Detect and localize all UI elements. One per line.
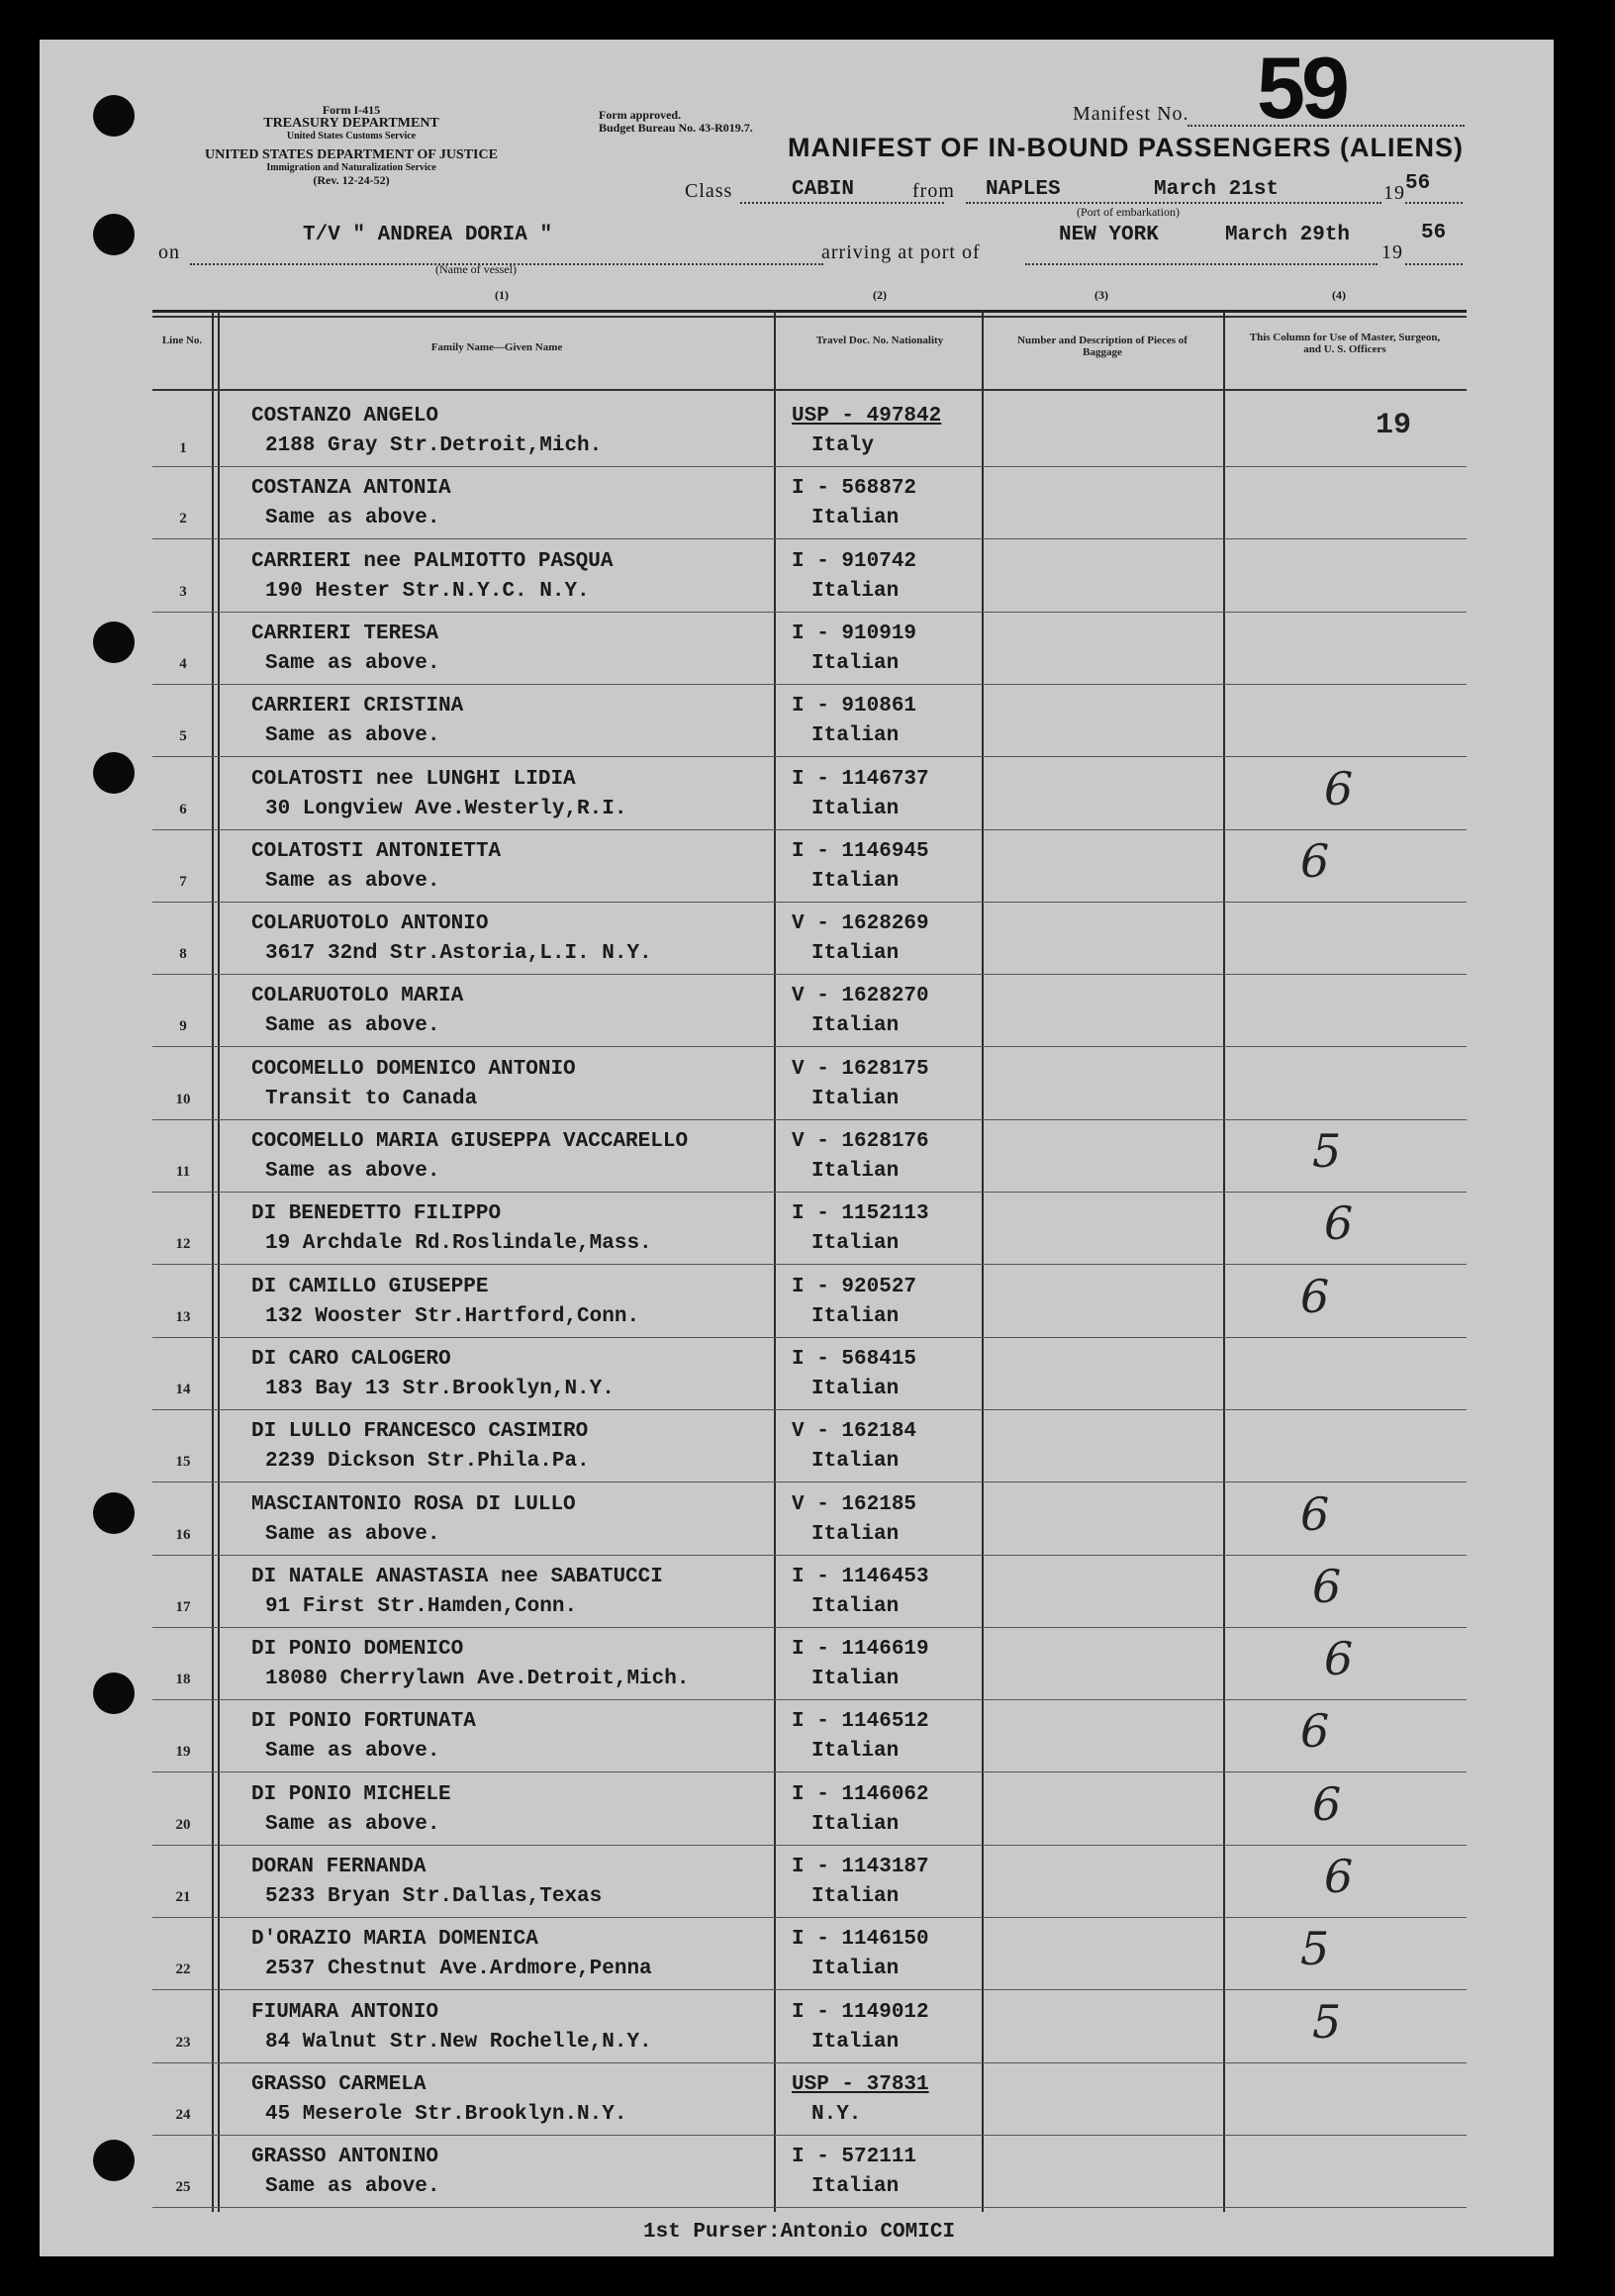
passenger-address: 19 Archdale Rd.Roslindale,Mass. [265, 1232, 652, 1256]
travel-doc-number: V - 162185 [792, 1492, 917, 1516]
passenger-name: COLATOSTI ANTONIETTA [251, 839, 502, 863]
table-top-rule-2 [152, 316, 1467, 318]
officer-mark: 6 [1312, 1776, 1342, 1831]
passenger-address: Same as above. [265, 869, 440, 893]
officer-mark: 6 [1324, 1850, 1354, 1903]
officer-mark: 6 [1300, 833, 1330, 888]
nationality: Italian [811, 1740, 900, 1764]
passenger-name: DI BENEDETTO FILIPPO [251, 1202, 502, 1226]
nationality: Italian [811, 1522, 900, 1546]
travel-doc-number: V - 162184 [792, 1420, 917, 1444]
table-row [152, 1193, 1467, 1265]
punch-hole-2 [93, 214, 135, 255]
line-number: 17 [175, 1598, 191, 1615]
officer-mark: 19 [1376, 409, 1412, 442]
passenger-name: COLARUOTOLO ANTONIO [251, 912, 489, 936]
approval-block [599, 109, 753, 135]
table-row [152, 2136, 1467, 2208]
officer-mark: 6 [1324, 1632, 1354, 1686]
passenger-address: 91 First Str.Hamden,Conn. [265, 1594, 578, 1618]
passenger-name: MASCIANTONIO ROSA DI LULLO [251, 1492, 576, 1516]
vessel-name: T/V " ANDREA DORIA " [303, 224, 553, 246]
travel-doc-number: I - 1146737 [792, 767, 929, 791]
from-date: March 21st [1154, 178, 1280, 201]
punch-hole-1 [93, 95, 135, 137]
travel-doc-number: V - 1628270 [792, 985, 929, 1008]
nationality: Italian [811, 1885, 900, 1908]
passenger-address: 2188 Gray Str.Detroit,Mich. [265, 434, 603, 457]
punch-hole-5 [93, 1492, 135, 1534]
travel-doc-number: I - 1143187 [792, 1856, 929, 1878]
passenger-name: DORAN FERNANDA [251, 1856, 427, 1878]
passenger-address: 2239 Dickson Str.Phila.Pa. [265, 1450, 590, 1474]
nationality: Italian [811, 1014, 900, 1038]
from-year: 56 [1405, 172, 1431, 195]
travel-doc-number: I - 910861 [792, 695, 917, 718]
table-row [152, 1120, 1467, 1193]
nationality: Italian [811, 1232, 900, 1256]
line-number: 5 [179, 728, 187, 745]
passenger-address: Same as above. [265, 651, 440, 675]
punch-hole-7 [93, 2140, 135, 2181]
nationality: Italian [811, 1304, 900, 1328]
table-row [152, 1410, 1467, 1483]
passenger-name: GRASSO ANTONINO [251, 2146, 439, 2169]
passenger-address: 183 Bay 13 Str.Brooklyn,N.Y. [265, 1377, 615, 1400]
vessel-label: (Name of vessel) [435, 262, 517, 276]
passenger-name: FIUMARA ANTONIO [251, 2000, 439, 2024]
officer-mark: 5 [1312, 1124, 1342, 1178]
justice-dept: UNITED STATES DEPARTMENT OF JUSTICE [205, 147, 498, 162]
arrival-line [1025, 263, 1378, 265]
line-number: 3 [179, 583, 187, 600]
line-number: 6 [179, 801, 187, 817]
passenger-name: CARRIERI nee PALMIOTTO PASQUA [251, 549, 614, 573]
table-row [152, 1628, 1467, 1700]
line-number: 4 [179, 655, 187, 672]
travel-doc-number: I - 1146945 [792, 839, 929, 863]
col-num-4: (4) [1332, 288, 1346, 302]
table-row [152, 685, 1467, 757]
nationality: Italian [811, 1160, 900, 1183]
passenger-address: Same as above. [265, 1522, 440, 1546]
table-row [152, 1700, 1467, 1772]
table-row [152, 613, 1467, 685]
passenger-name: COSTANZA ANTONIA [251, 477, 451, 501]
arrival-year: 56 [1421, 222, 1447, 244]
table-row [152, 395, 1467, 467]
table-row [152, 758, 1467, 830]
header-line-no: Line No. [161, 335, 203, 346]
manifest-no-label: Manifest No. [1073, 103, 1189, 125]
passenger-name: COLATOSTI nee LUNGHI LIDIA [251, 767, 576, 791]
from-line [966, 202, 1381, 204]
from-label: from [912, 180, 955, 202]
header-officers: This Column for Use of Master, Surgeon, and U. S. Officers [1249, 332, 1441, 355]
line-number: 22 [175, 1961, 191, 1978]
passenger-address: Same as above. [265, 724, 440, 748]
punch-hole-4 [93, 752, 135, 794]
travel-doc-number: I - 1146619 [792, 1638, 929, 1662]
nationality: N.Y. [811, 2102, 862, 2126]
col-num-1: (1) [495, 288, 509, 302]
passenger-name: CARRIERI TERESA [251, 622, 439, 645]
line-number: 19 [175, 1744, 191, 1761]
travel-doc-number: I - 568415 [792, 1347, 917, 1371]
line-number: 1 [179, 440, 187, 456]
line-number: 9 [179, 1018, 187, 1035]
header-rule [152, 389, 1467, 391]
travel-doc-number: USP - 37831 [792, 2072, 929, 2096]
travel-doc-number: V - 1628269 [792, 912, 929, 936]
passenger-address: 2537 Chestnut Ave.Ardmore,Penna [265, 1958, 652, 1981]
passenger-name: DI NATALE ANASTASIA nee SABATUCCI [251, 1565, 663, 1588]
nationality: Italian [811, 1812, 900, 1836]
passenger-name: D'ORAZIO MARIA DOMENICA [251, 1928, 538, 1952]
line-number: 20 [175, 1816, 191, 1833]
table-row [152, 903, 1467, 975]
table-row [152, 2063, 1467, 2136]
passenger-name: COCOMELLO MARIA GIUSEPPA VACCARELLO [251, 1130, 689, 1153]
passenger-address: 45 Meserole Str.Brooklyn.N.Y. [265, 2102, 627, 2126]
line-number: 23 [175, 2034, 191, 2051]
passenger-name: COCOMELLO DOMENICO ANTONIO [251, 1057, 576, 1081]
nationality: Italian [811, 797, 900, 820]
revision-date: (Rev. 12-24-52) [313, 173, 390, 187]
on-label: on [158, 241, 180, 263]
table-row [152, 1991, 1467, 2063]
nationality: Italian [811, 2175, 900, 2199]
header-travel-doc: Travel Doc. No. Nationality [815, 335, 944, 346]
arrival-year-prefix: 19 [1381, 241, 1403, 263]
from-port: NAPLES [986, 178, 1061, 201]
table-row [152, 1266, 1467, 1338]
col-num-2: (2) [873, 288, 887, 302]
travel-doc-number: V - 1628175 [792, 1057, 929, 1081]
table-row [152, 1338, 1467, 1410]
officer-mark: 6 [1324, 1196, 1354, 1251]
line-number: 15 [175, 1454, 191, 1471]
passenger-name: DI PONIO DOMENICO [251, 1638, 464, 1662]
customs-service: United States Customs Service [286, 131, 417, 142]
class-value: CABIN [792, 178, 855, 201]
passenger-address: Same as above. [265, 1812, 440, 1836]
passenger-name: DI CARO CALOGERO [251, 1347, 451, 1371]
travel-doc-number: I - 910742 [792, 549, 917, 573]
nationality: Italian [811, 507, 900, 530]
passenger-address: Same as above. [265, 507, 440, 530]
line-number: 12 [175, 1236, 191, 1253]
table-row [152, 1846, 1467, 1918]
form-id-block [153, 104, 549, 187]
ins-service: Immigration and Naturalization Service [266, 162, 436, 173]
travel-doc-number: I - 572111 [792, 2146, 917, 2169]
nationality: Italian [811, 1958, 900, 1981]
line-number: 21 [175, 1889, 191, 1905]
passenger-name: GRASSO CARMELA [251, 2072, 427, 2096]
line-number: 24 [175, 2106, 191, 2123]
passenger-name: DI CAMILLO GIUSEPPE [251, 1275, 489, 1298]
travel-doc-number: I - 568872 [792, 477, 917, 501]
passenger-table [152, 310, 1467, 2212]
class-label: Class [685, 180, 733, 202]
passenger-name: DI PONIO FORTUNATA [251, 1710, 476, 1734]
nationality: Italian [811, 2030, 900, 2054]
nationality: Italian [811, 1668, 900, 1691]
header-name: Family Name—Given Name [430, 341, 563, 353]
line-number: 16 [175, 1526, 191, 1543]
passenger-address: 18080 Cherrylawn Ave.Detroit,Mich. [265, 1668, 690, 1691]
row-rule [152, 2207, 1467, 2208]
passenger-name: DI LULLO FRANCESCO CASIMIRO [251, 1420, 589, 1444]
passenger-name: COSTANZO ANGELO [251, 405, 439, 428]
officer-mark: 6 [1300, 1704, 1330, 1759]
officer-mark: 6 [1312, 1559, 1342, 1613]
table-row [152, 540, 1467, 613]
travel-doc-number: I - 1149012 [792, 2000, 929, 2024]
nationality: Italian [811, 1450, 900, 1474]
passenger-address: 132 Wooster Str.Hartford,Conn. [265, 1304, 640, 1328]
line-number: 13 [175, 1308, 191, 1325]
travel-doc-number: I - 1152113 [792, 1202, 929, 1226]
travel-doc-number: I - 1146453 [792, 1565, 929, 1588]
passenger-address: 3617 32nd Str.Astoria,L.I. N.Y. [265, 942, 652, 966]
line-number: 18 [175, 1672, 191, 1688]
passenger-address: 5233 Bryan Str.Dallas,Texas [265, 1885, 603, 1908]
arriving-label: arriving at port of [821, 241, 981, 263]
from-year-line [1405, 202, 1463, 204]
punch-hole-6 [93, 1673, 135, 1714]
line-number: 14 [175, 1381, 191, 1397]
travel-doc-number: I - 1146150 [792, 1928, 929, 1952]
table-row [152, 1048, 1467, 1120]
col-num-3: (3) [1094, 288, 1108, 302]
table-row [152, 467, 1467, 539]
budget-bureau: Budget Bureau No. 43-R019.7. [599, 121, 753, 135]
port-embark-label: (Port of embarkation) [1077, 205, 1180, 219]
form-number: Form I-415 [322, 103, 381, 117]
line-number: 7 [179, 873, 187, 890]
line-number: 11 [175, 1164, 191, 1180]
nationality: Italian [811, 942, 900, 966]
travel-doc-number: I - 1146512 [792, 1710, 929, 1734]
passenger-name: COLARUOTOLO MARIA [251, 985, 464, 1008]
passenger-address: 84 Walnut Str.New Rochelle,N.Y. [265, 2030, 652, 2054]
form-approved: Form approved. [599, 108, 682, 122]
nationality: Italian [811, 1594, 900, 1618]
nationality: Italian [811, 1377, 900, 1400]
line-number: 2 [179, 511, 187, 527]
arrival-date: March 29th [1225, 224, 1351, 246]
line-number: 10 [175, 1091, 191, 1107]
officer-mark: 5 [1300, 1922, 1330, 1976]
arrival-port: NEW YORK [1059, 224, 1159, 246]
passenger-address: Transit to Canada [265, 1087, 478, 1110]
travel-doc-number: I - 1146062 [792, 1782, 929, 1806]
line-number: 8 [179, 946, 187, 963]
header-baggage: Number and Description of Pieces of Baggage [1017, 335, 1188, 358]
punch-hole-3 [93, 622, 135, 663]
nationality: Italian [811, 1087, 900, 1110]
nationality: Italian [811, 869, 900, 893]
passenger-address: 190 Hester Str.N.Y.C. N.Y. [265, 579, 590, 603]
line-number: 25 [175, 2179, 191, 2196]
manifest-number: 59 [1257, 39, 1346, 137]
treasury-dept: TREASURY DEPARTMENT [263, 116, 439, 131]
passenger-address: 30 Longview Ave.Westerly,R.I. [265, 797, 627, 820]
from-year-prefix: 19 [1383, 182, 1405, 204]
travel-doc-number: USP - 497842 [792, 405, 942, 428]
passenger-address: Same as above. [265, 1160, 440, 1183]
nationality: Italian [811, 651, 900, 675]
nationality: Italian [811, 579, 900, 603]
manifest-title: MANIFEST OF IN-BOUND PASSENGERS (ALIENS) [788, 133, 1465, 162]
table-row [152, 1556, 1467, 1628]
travel-doc-number: V - 1628176 [792, 1130, 929, 1153]
passenger-name: CARRIERI CRISTINA [251, 695, 464, 718]
nationality: Italian [811, 724, 900, 748]
officer-mark: 6 [1300, 1269, 1330, 1323]
nationality: Italy [811, 434, 875, 457]
officer-mark: 5 [1312, 1994, 1342, 2049]
arrival-year-line [1405, 263, 1463, 265]
passenger-address: Same as above. [265, 1740, 440, 1764]
table-row [152, 1918, 1467, 1990]
table-row [152, 975, 1467, 1047]
travel-doc-number: I - 910919 [792, 622, 917, 645]
officer-mark: 6 [1324, 761, 1354, 815]
passenger-address: Same as above. [265, 1014, 440, 1038]
passenger-address: Same as above. [265, 2175, 440, 2199]
table-top-rule [152, 310, 1467, 313]
table-row [152, 1483, 1467, 1556]
passenger-name: DI PONIO MICHELE [251, 1782, 451, 1806]
travel-doc-number: I - 920527 [792, 1275, 917, 1298]
table-row [152, 1773, 1467, 1846]
table-row [152, 830, 1467, 903]
officer-mark: 6 [1300, 1486, 1330, 1541]
purser-signature: 1st Purser:Antonio COMICI [643, 2221, 956, 2244]
